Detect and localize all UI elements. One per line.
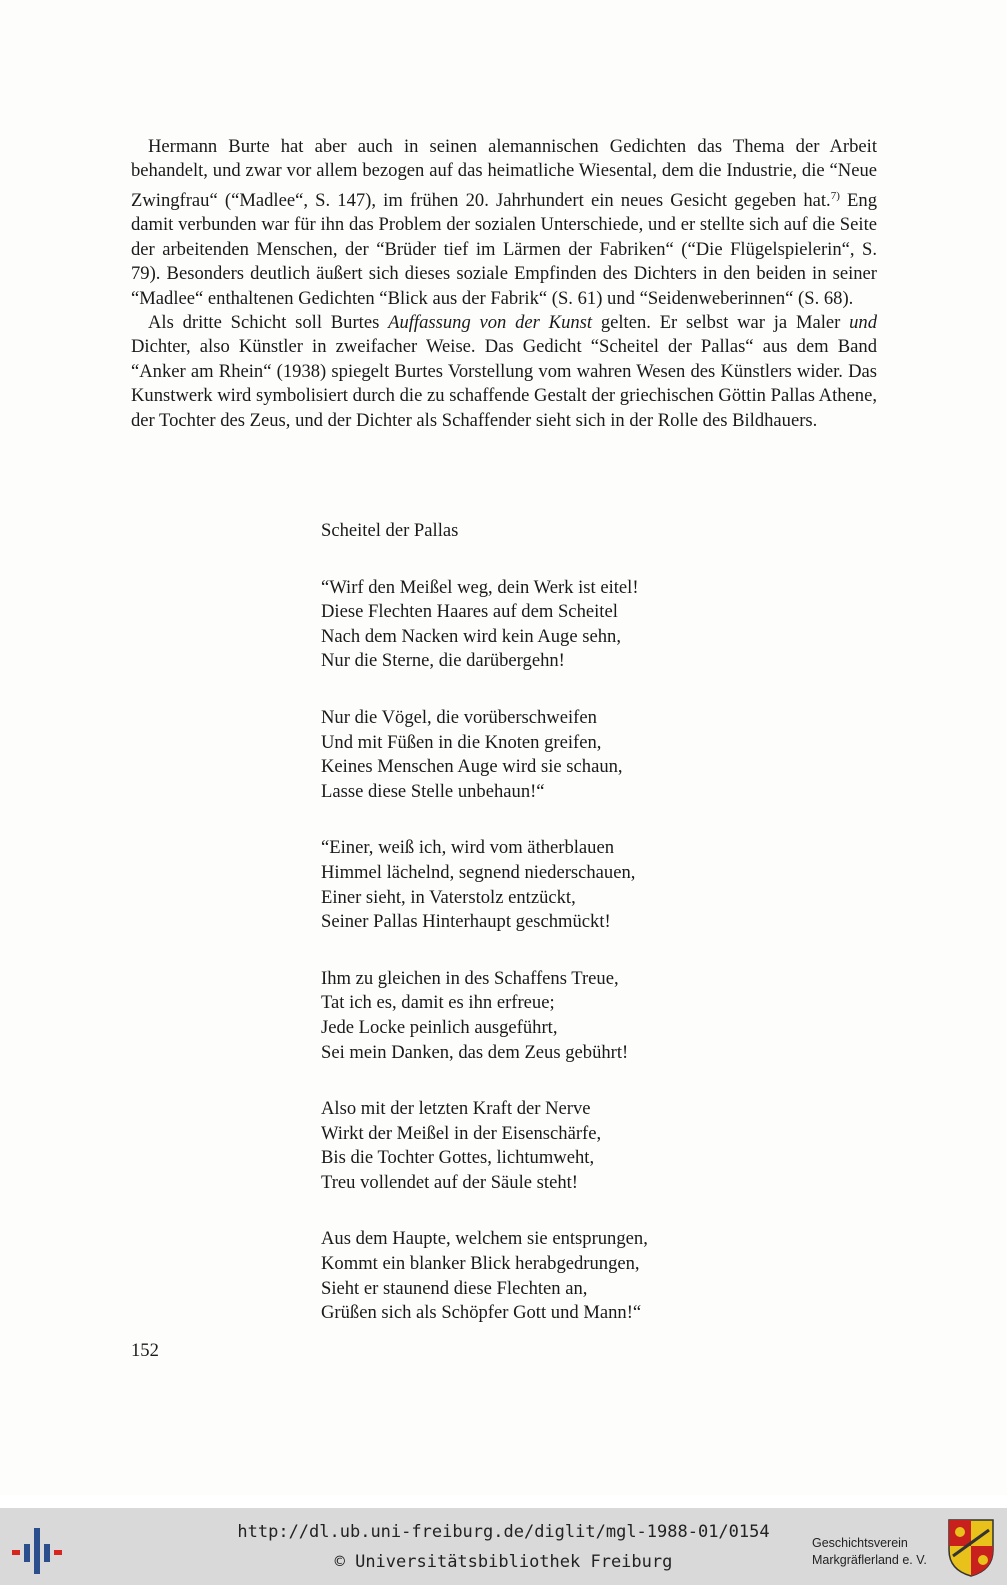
poem-line: Nur die Sterne, die darübergehn! — [321, 650, 565, 672]
stanza — [321, 576, 781, 674]
stanza — [321, 1227, 781, 1325]
footer-bar — [0, 1508, 1007, 1585]
poem-line: Diese Flechten Haares auf dem Scheitel — [321, 601, 618, 623]
poem-line: Kommt ein blanker Blick herabgedrungen, — [321, 1253, 640, 1275]
poem — [321, 519, 781, 1358]
stanza — [321, 1097, 781, 1195]
poem-line: Sei mein Danken, das dem Zeus gebührt! — [321, 1041, 629, 1063]
poem-line: Nach dem Nacken wird kein Auge sehn, — [321, 625, 621, 647]
poem-line: Aus dem Haupte, welchem sie entsprungen, — [321, 1228, 648, 1250]
italic-word-und: und — [849, 312, 878, 334]
paragraph-2 — [131, 311, 877, 433]
poem-line: Treu vollendet auf der Säule steht! — [321, 1171, 578, 1193]
poem-line: Nur die Vögel, die vorüberschweifen — [321, 706, 597, 728]
footer-verein-name — [812, 1535, 937, 1569]
body-text — [131, 135, 877, 433]
poem-line: Lasse diese Stelle unbehaun!“ — [321, 780, 545, 802]
stanza — [321, 836, 781, 934]
footnote-ref: 7) — [830, 189, 840, 202]
poem-line: Jede Locke peinlich ausgeführt, — [321, 1016, 558, 1038]
poem-title: Scheitel der Pallas — [321, 520, 459, 541]
poem-line: Also mit der letzten Kraft der Nerve — [321, 1098, 591, 1120]
poem-line: Keines Menschen Auge wird sie schaun, — [321, 756, 623, 778]
poem-line: Ihm zu gleichen in des Schaffens Treue, — [321, 967, 619, 989]
poem-line: Grüßen sich als Schöpfer Gott und Mann!“ — [321, 1302, 642, 1324]
paragraph-2-rest: Dichter, also Künstler in zweifacher Weise. Das Gedicht “Scheitel der Pallas“ aus dem Band “Anker am Rhein“ (1938) spiegelt Burtes Vorstellung vom wahren Wesen des Künstlers wider. Das Kunstwerk wird symbolisiert durch die zu schaffende Gestalt der griechischen Göttin Pallas Athene, der Tochter des Zeus, und der Dichter als Schaffender sieht sich in der Rolle des Bildhauers. — [131, 336, 877, 431]
stanza — [321, 967, 781, 1065]
poem-line: Tat ich es, damit es ihn erfreue; — [321, 992, 555, 1014]
paragraph-1-text: Hermann Burte hat aber auch in seinen alemannischen Gedichten das Thema der Arbeit behandelt, und zwar vor allem bezogen auf das heimatliche Wiesental, dem die Industrie, die “Neue Zwingfrau“ (“Madlee“, S. 147), im frühen 20. Jahrhundert ein neues Gesicht gegeben hat. — [131, 136, 877, 211]
paragraph-1 — [131, 135, 877, 311]
footer-copyright: © Universitätsbibliothek Freiburg — [334, 1552, 673, 1572]
coat-of-arms-icon[interactable] — [945, 1516, 997, 1578]
paragraph-2-start: Als dritte Schicht soll Burtes — [148, 312, 389, 334]
italic-phrase-kunst: Auffassung von der Kunst — [388, 312, 593, 334]
poem-line: Himmel lächelnd, segnend niederschauen, — [321, 861, 636, 883]
paragraph-2-mid: gelten. Er selbst war ja Maler — [592, 312, 850, 334]
verein-line-2: Markgräflerland e. V. — [812, 1553, 927, 1567]
poem-line: Seiner Pallas Hinterhaupt geschmückt! — [321, 911, 611, 933]
poem-line: Bis die Tochter Gottes, lichtumweht, — [321, 1147, 595, 1169]
paragraph-1-rest: Eng damit verbunden war für ihn das Problem der sozialen Unterschiede, und er stellte sich auf die Seite der arbeitenden Menschen, der “Brüder tief im Lärmen der Fabriken“ (“Die Flügelspielerin“, S. 79). Besonders deutlich äußert sich dieses soziale Empfinden des Dichters in den beiden in seiner “Madlee“ enthaltenen Gedichten “Blick aus der Fabrik“ (S. 61) und “Seidenweberinnen“ (S. 68). — [131, 190, 877, 309]
verein-line-1: Geschichtsverein — [812, 1536, 908, 1550]
page-number: 152 — [131, 1340, 159, 1361]
poem-line: Sieht er staunend diese Flechten an, — [321, 1277, 588, 1299]
poem-line: “Wirf den Meißel weg, dein Werk ist eitel! — [321, 576, 639, 598]
poem-line: Und mit Füßen in die Knoten greifen, — [321, 731, 602, 753]
poem-line: Wirkt der Meißel in der Eisenschärfe, — [321, 1122, 602, 1144]
poem-line: “Einer, weiß ich, wird vom ätherblauen — [321, 837, 615, 859]
stanza — [321, 706, 781, 804]
poem-line: Einer sieht, in Vaterstolz entzückt, — [321, 886, 576, 908]
footer-url-link[interactable]: http://dl.ub.uni-freiburg.de/diglit/mgl-1988-01/0154 — [237, 1522, 770, 1542]
